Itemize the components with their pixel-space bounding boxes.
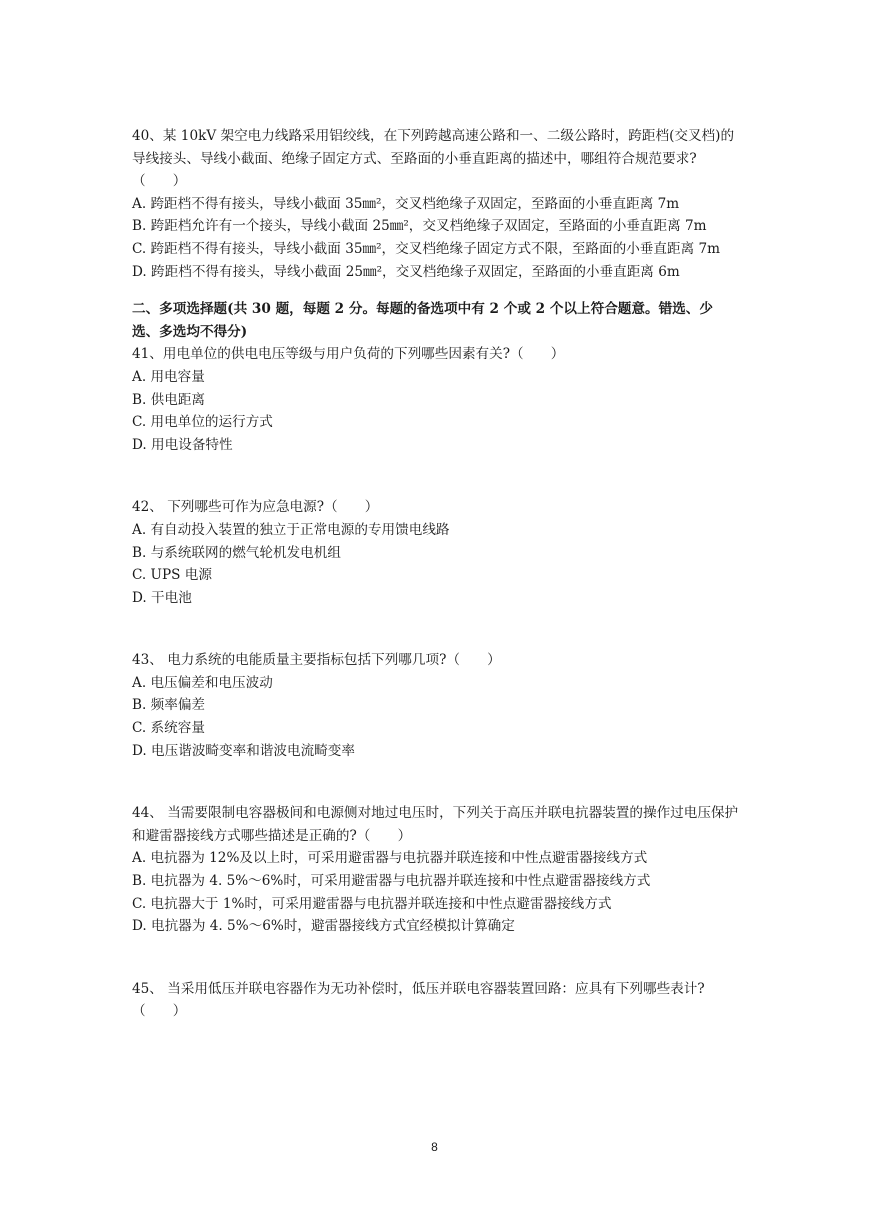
spacer [132,762,740,802]
question-41-stem: 41、用电单位的供电电压等级与用户负荷的下列哪些因素有关?（ ） [132,346,565,363]
question-44-option-c: C. 电抗器大于 1%时，可采用避雷器与电抗器并联连接和中性点避雷器接线方式 [132,895,612,912]
question-41-option-c: C. 用电单位的运行方式 [132,414,273,431]
question-40-option-b: B. 跨距档允许有一个接头，导线小截面 25㎜²，交叉档绝缘子双固定，至路面的小垂直距离 7m [132,218,707,235]
page-content [132,125,740,1023]
question-42-option-d: D. 干电池 [132,589,192,606]
question-43-option-d: D. 电压谐波畸变率和谐波电流畸变率 [132,742,355,759]
question-40-option-a: A. 跨距档不得有接头，导线小截面 35㎜²，交叉档绝缘子双固定，至路面的小垂直距离 7m [132,195,680,212]
question-43 [132,649,740,762]
question-42-option-a: A. 有自动投入装置的独立于正常电源的专用馈电线路 [132,521,450,538]
question-44-option-b: B. 电抗器为 4. 5%～6%时，可采用避雷器与电抗器并联连接和中性点避雷器接线方式 [132,873,651,890]
question-42-option-c: C. UPS 电源 [132,567,212,584]
question-43-option-a: A. 电压偏差和电压波动 [132,674,273,691]
question-41 [132,343,740,456]
spacer [132,456,740,496]
page-number: 8 [431,1140,438,1154]
question-44-stem: 44、 当需要限制电容器极间和电源侧对地过电压时，下列关于高压并联电抗器装置的操作过电压保护和避雷器接线方式哪些描述是正确的?（ ） [132,805,739,844]
question-41-option-d: D. 用电设备特性 [132,436,233,453]
question-43-stem: 43、 电力系统的电能质量主要指标包括下列哪几项?（ ） [132,652,501,669]
question-40-stem: 40、某 10kV 架空电力线路采用铝绞线，在下列跨越高速公路和一、二级公路时，跨距档(交叉档)的导线接头、导线小截面、绝缘子固定方式、至路面的小垂直距离的描述中，哪组符合规范要求?（ ） [132,128,735,190]
question-42 [132,496,740,609]
question-45 [132,978,740,1023]
spacer [132,609,740,649]
question-41-option-b: B. 供电距离 [132,391,206,408]
question-42-option-b: B. 与系统联网的燃气轮机发电机组 [132,544,341,561]
spacer [132,938,740,978]
question-40-option-c: C. 跨距档不得有接头，导线小截面 35㎜²，交叉档绝缘子固定方式不限，至路面的小垂直距离 7m [132,240,721,257]
question-44 [132,802,740,938]
question-44-option-d: D. 电抗器为 4. 5%～6%时，避雷器接线方式宜经模拟计算确定 [132,918,515,935]
question-40 [132,125,740,283]
question-40-option-d: D. 跨距档不得有接头，导线小截面 25㎜²，交叉档绝缘子双固定，至路面的小垂直距离 6m [132,263,680,280]
question-43-option-c: C. 系统容量 [132,720,205,737]
question-42-stem: 42、 下列哪些可作为应急电源?（ ） [132,499,379,516]
question-43-option-b: B. 频率偏差 [132,697,206,714]
question-44-option-a: A. 电抗器为 12%及以上时，可采用避雷器与电抗器并联连接和中性点避雷器接线方式 [132,850,648,867]
question-41-option-a: A. 用电容量 [132,368,205,385]
question-45-stem: 45、 当采用低压并联电容器作为无功补偿时，低压并联电容器装置回路：应具有下列哪些表计?（ ） [132,980,705,1020]
section-heading: 二、多项选择题(共 30 题，每题 2 分。每题的备选项中有 2 个或 2 个以上符合题意。错选、少选、多选均不得分) [132,301,713,340]
